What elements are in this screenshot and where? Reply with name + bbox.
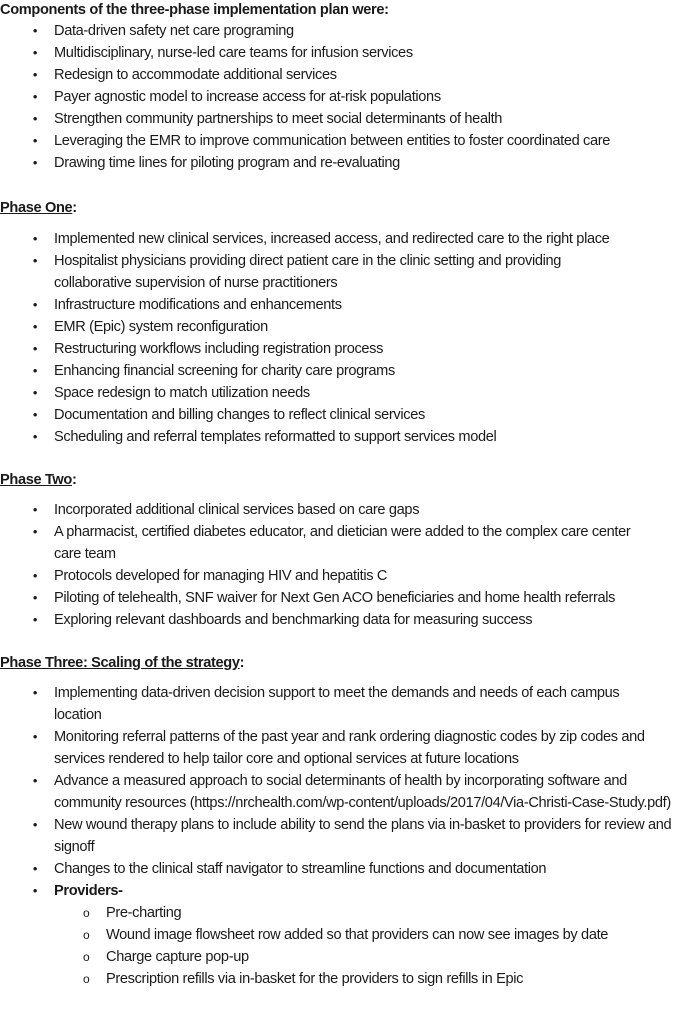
list-item: • Restructuring workflows including registration process <box>0 338 680 360</box>
bullet-icon: • <box>32 817 38 832</box>
list-item: • Enhancing financial screening for charity care programs <box>0 360 680 382</box>
circle-bullet-icon: o <box>83 906 90 920</box>
circle-bullet-icon: o <box>83 928 90 942</box>
bullet-icon: • <box>32 253 38 268</box>
bullet-icon: • <box>32 502 38 517</box>
bullet-icon: • <box>32 363 38 378</box>
list-item: • EMR (Epic) system reconfiguration <box>0 316 680 338</box>
list-item: • Leveraging the EMR to improve communication between entities to foster coordinated care <box>0 130 680 152</box>
bullet-icon: • <box>32 319 38 334</box>
circle-bullet-icon: o <box>83 950 90 964</box>
phase-three-heading: Phase Three: Scaling of the strategy: <box>0 655 245 671</box>
list-item: • New wound therapy plans to include ability to send the plans via in-basket to providers for review and signoff <box>0 814 680 858</box>
providers-item: • Providers- o Pre-charting o Wound image flowsheet row added so that providers can now see images by date o Charge capture pop-up o Prescription refills via in-basket for the providers to sign refills in Epic <box>0 880 680 990</box>
bullet-icon: • <box>32 67 38 82</box>
providers-sublist <box>54 902 680 990</box>
sub-list-item: o Wound image flowsheet row added so that providers can now see images by date <box>54 924 680 946</box>
list-item: • Implemented new clinical services, increased access, and redirected care to the right place <box>0 228 680 250</box>
list-item: • Multidisciplinary, nurse-led care teams for infusion services <box>0 42 680 64</box>
sub-list-item: o Prescription refills via in-basket for the providers to sign refills in Epic <box>54 968 680 990</box>
bullet-icon: • <box>32 231 38 246</box>
list-item: • Monitoring referral patterns of the past year and rank ordering diagnostic codes by zip codes and services rendered to help tailor core and optional services at future locations <box>0 726 680 770</box>
bullet-icon: • <box>32 524 38 539</box>
phase-three-list <box>0 682 680 990</box>
list-item: • Infrastructure modifications and enhancements <box>0 294 680 316</box>
bullet-icon: • <box>32 861 38 876</box>
list-item: • Documentation and billing changes to reflect clinical services <box>0 404 680 426</box>
bullet-icon: • <box>32 773 38 788</box>
list-item: • Scheduling and referral templates reformatted to support services model <box>0 426 680 448</box>
list-item: • Incorporated additional clinical services based on care gaps <box>0 499 680 521</box>
list-item: • Redesign to accommodate additional services <box>0 64 680 86</box>
bullet-icon: • <box>32 568 38 583</box>
bullet-icon: • <box>32 429 38 444</box>
bullet-icon: • <box>32 385 38 400</box>
phase-two-heading: Phase Two: <box>0 472 77 488</box>
list-item: • Implementing data-driven decision support to meet the demands and needs of each campus location <box>0 682 680 726</box>
list-item: • Strengthen community partnerships to meet social determinants of health <box>0 108 680 130</box>
list-item: • Drawing time lines for piloting program and re-evaluating <box>0 152 680 174</box>
list-item: • Hospitalist physicians providing direct patient care in the clinic setting and providing collaborative supervision of nurse practitioners <box>0 250 680 294</box>
intro-heading: Components of the three-phase implementation plan were: <box>0 2 389 18</box>
sub-list-item: o Charge capture pop-up <box>54 946 680 968</box>
list-item: • Changes to the clinical staff navigator to streamline functions and documentation <box>0 858 680 880</box>
list-item: • Exploring relevant dashboards and benchmarking data for measuring success <box>0 609 680 631</box>
list-item: • Payer agnostic model to increase access for at-risk populations <box>0 86 680 108</box>
bullet-icon: • <box>32 341 38 356</box>
bullet-icon: • <box>32 89 38 104</box>
circle-bullet-icon: o <box>83 972 90 986</box>
bullet-icon: • <box>32 111 38 126</box>
phase-one-heading: Phase One: <box>0 200 77 216</box>
bullet-icon: • <box>32 883 38 898</box>
bullet-icon: • <box>32 45 38 60</box>
list-item: • A pharmacist, certified diabetes educator, and dietician were added to the complex care center care team <box>0 521 680 565</box>
list-item: • Piloting of telehealth, SNF waiver for Next Gen ACO beneficiaries and home health referrals <box>0 587 680 609</box>
bullet-icon: • <box>32 685 38 700</box>
bullet-icon: • <box>32 297 38 312</box>
phase-two-list <box>0 499 680 631</box>
bullet-icon: • <box>32 407 38 422</box>
bullet-icon: • <box>32 23 38 38</box>
sub-list-item: o Pre-charting <box>54 902 680 924</box>
list-item: • Protocols developed for managing HIV and hepatitis C <box>0 565 680 587</box>
bullet-icon: • <box>32 729 38 744</box>
bullet-icon: • <box>32 612 38 627</box>
bullet-icon: • <box>32 155 38 170</box>
intro-list <box>0 20 680 174</box>
phase-one-list <box>0 228 680 448</box>
list-item: • Space redesign to match utilization needs <box>0 382 680 404</box>
list-item: • Data-driven safety net care programing <box>0 20 680 42</box>
bullet-icon: • <box>32 133 38 148</box>
bullet-icon: • <box>32 590 38 605</box>
list-item: • Advance a measured approach to social determinants of health by incorporating software and community resources (https://nrchealth.com/wp-content/uploads/2017/04/Via-Christi-Case-Study.pdf) <box>0 770 680 814</box>
